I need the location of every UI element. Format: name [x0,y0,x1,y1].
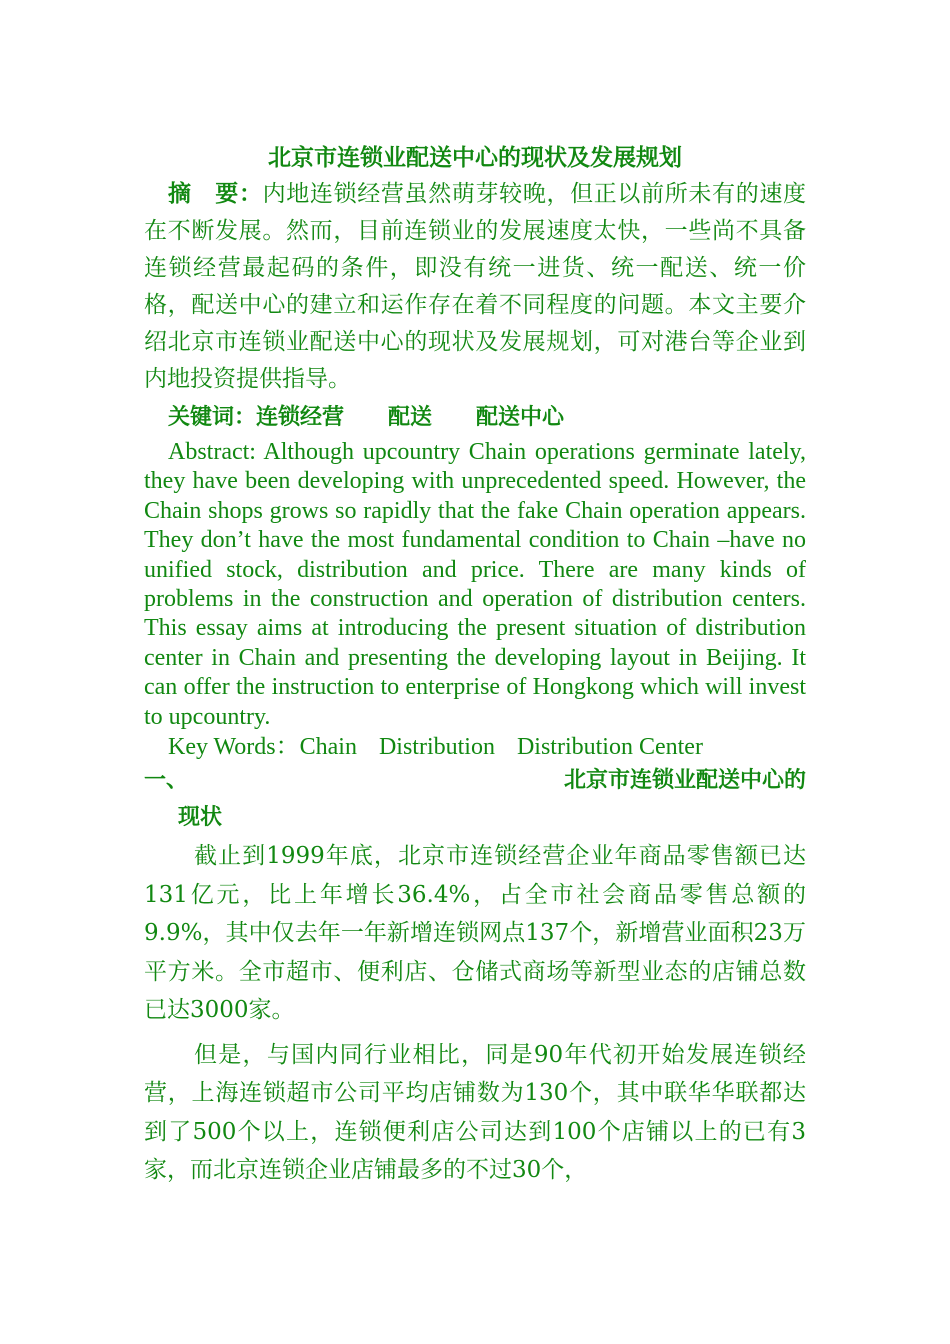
keywords-cn-label: 关键词： [168,405,257,430]
keywords-cn [144,398,806,438]
abstract-cn [144,176,806,398]
section-number: 一、 [144,768,189,794]
keyword-en-item: Distribution Center [516,734,703,761]
section-heading [144,763,806,837]
keyword-cn-item: 配送中心 [476,405,565,430]
section-title-line2: 现状 [178,805,223,831]
keywords-en [144,732,806,763]
document-title: 北京市连锁业配送中心的现状及发展规划 [268,145,682,171]
abstract-cn-label: 摘 要： [168,181,263,207]
keywords-en-label: Key Words： [168,734,300,761]
abstract-cn-text: 内地连锁经营虽然萌芽较晚，但正以前所未有的速度在不断发展。然而，目前连锁业的发展速度太快，一些尚不具备连锁经营最起码的条件，即没有统一进货、统一配送、统一价格，配送中心的建立和运作存在着不同程度的问题。本文主要介绍北京市连锁业配送中心的现状及发展规划，可对港台等企业到内地投资提供指导。 [144,181,807,392]
keyword-cn-item: 配送 [388,405,433,430]
abstract-en: Abstract: Although upcountry Chain operations germinate lately, they have been developing with unprecedented speed. However, the Chain shops grows so rapidly that the fake Chain operation appears. They don’t have the most fundamental condition to Chain –have no unified stock, distribution and price. There are many kinds of problems in the construction and operation of distribution centers. This essay aims at introducing the present situation of distribution center in Chain and presenting the developing layout in Beijing. It can offer the instruction to enterprise of Hongkong which will invest to upcountry. [144,439,806,730]
body-paragraph: 截止到1999年底，北京市连锁经营企业年商品零售额已达131亿元，比上年增长36.4%，占全市社会商品零售总额的9.9%，其中仅去年一年新增连锁网点137个，新增营业面积23万平方米。全市超市、便利店、仓储式商场等新型业态的店铺总数已达3000家。 [144,843,806,1024]
keyword-en-item: Distribution [378,734,495,761]
keyword-cn-item: 连锁经营 [256,405,345,430]
body-paragraph: 但是，与国内同行业相比，同是90年代初开始发展连锁经营，上海连锁超市公司平均店铺数为130个，其中联华华联都达到了500个以上，连锁便利店公司达到100个店铺以上的已有3家，而北京连锁企业店铺最多的不过30个， [144,1041,806,1184]
keyword-en-item: Chain [299,734,357,761]
section-title-line1: 北京市连锁业配送中心的 [563,768,806,794]
document-page [144,140,806,1196]
